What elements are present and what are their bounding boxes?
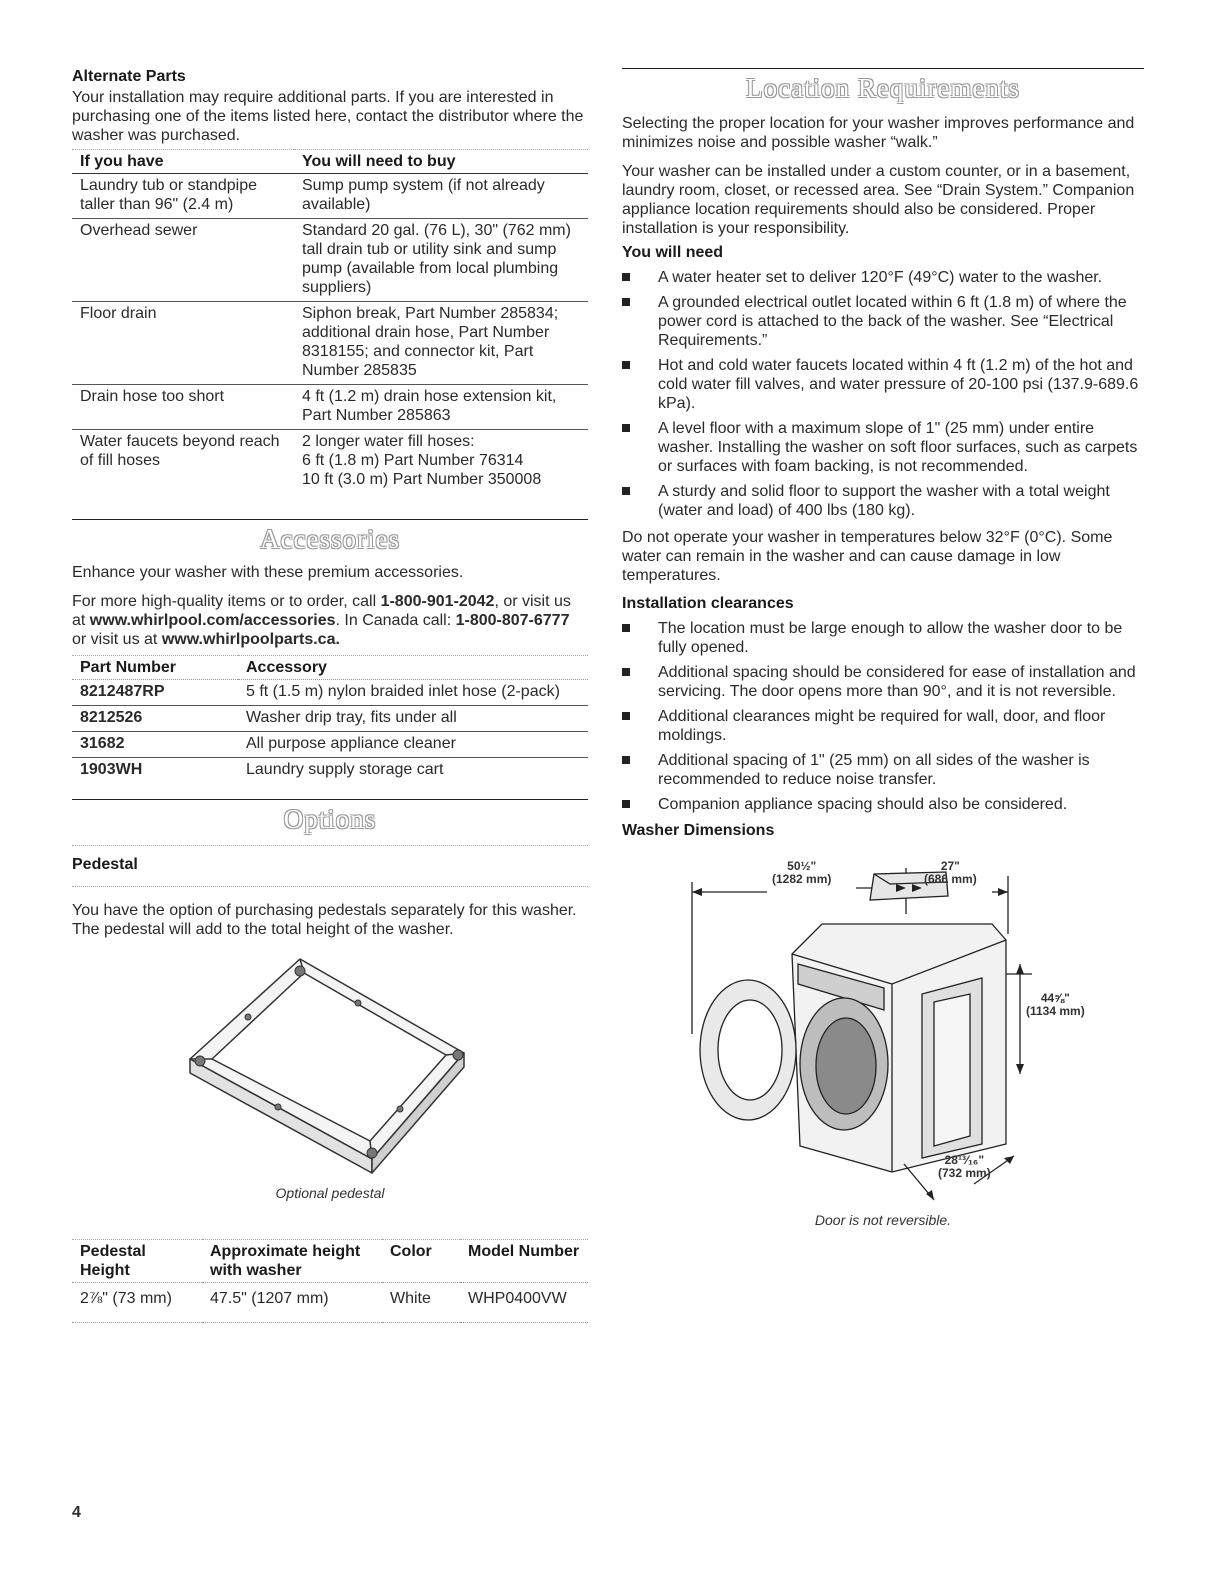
list-item: Additional spacing should be considered for ease of installation and servicing. The door opens more than 90°, and it is not reversible. (622, 663, 1144, 701)
cell-approx-height: 47.5" (1207 mm) (202, 1283, 382, 1323)
pedestal-text: You have the option of purchasing pedestals separately for this washer. The pedestal will add to the total height of the washer. (72, 902, 577, 938)
table-row (72, 758, 588, 784)
accessories-table (72, 655, 588, 783)
list-item: The location must be large enough to allow the washer door to be fully opened. (622, 619, 1144, 657)
col-header-color: Color (382, 1240, 460, 1283)
table-row (72, 1283, 588, 1323)
cell-color: White (382, 1283, 460, 1323)
table-row (72, 219, 588, 302)
cell-accessory: 5 ft (1.5 m) nylon braided inlet hose (2-pack) (238, 680, 588, 706)
accessories-title: Accessories (260, 524, 400, 554)
washer-caption: Door is not reversible. (814, 1212, 952, 1228)
installation-clearances-heading: Installation clearances (622, 595, 794, 612)
cell-have: Floor drain (72, 302, 294, 385)
options-section (72, 799, 588, 1323)
pedestal-block (72, 845, 588, 939)
alternate-parts-section (72, 68, 588, 493)
col-header-part-number: Part Number (72, 656, 238, 680)
washer-dimensions-figure (622, 854, 1144, 1204)
depth-inches: 27" (940, 859, 960, 873)
col-header-pedestal-height: Pedestal Height (72, 1240, 202, 1283)
list-item: A level floor with a maximum slope of 1" (25 mm) under entire washer. Installing the washer on soft floor surfaces, such as carpets or surfaces with foam backing, is not recommended. (622, 419, 1144, 476)
cell-buy: 4 ft (1.2 m) drain hose extension kit, Part Number 285863 (294, 385, 588, 430)
buy-line: 6 ft (1.8 m) Part Number 76314 (302, 452, 524, 469)
depth-dimension-label (924, 860, 977, 886)
right-column (622, 68, 1144, 1228)
cell-model-number: WHP0400VW (460, 1283, 588, 1323)
height-mm: (1134 mm) (1026, 1004, 1085, 1018)
table-row (72, 732, 588, 758)
table-header-row (72, 150, 588, 174)
cell-buy: Siphon break, Part Number 285834; additional drain hose, Part Number 8318155; and connector kit, Part Number 285835 (294, 302, 588, 385)
depth-mm: (686 mm) (924, 872, 977, 886)
cell-part-number: 8212487RP (72, 680, 238, 706)
contact-text: . In Canada call: (335, 612, 456, 629)
you-will-need-heading: You will need (622, 244, 724, 261)
list-item: Companion appliance spacing should also be considered. (622, 795, 1144, 814)
table-row (72, 680, 588, 706)
cell-have: Laundry tub or standpipe taller than 96" (2.4 m) (72, 174, 294, 219)
table-row (72, 430, 588, 494)
list-item: A grounded electrical outlet located within 6 ft (1.8 m) of where the power cord is attached to the back of the washer. See “Electrical Requirements.” (622, 293, 1144, 350)
contact-text: or visit us at (72, 631, 162, 648)
width-dimension-label (772, 860, 831, 886)
cell-buy: Standard 20 gal. (76 L), 30" (762 mm) tall drain tub or utility sink and sump pump (available from local plumbing suppliers) (294, 219, 588, 302)
table-header-row (72, 656, 588, 680)
col-header-have: If you have (72, 150, 294, 174)
cell-accessory: All purpose appliance cleaner (238, 732, 588, 758)
base-inches: 28¹³⁄₁₆" (944, 1153, 985, 1167)
contact-text: , or visit us at (72, 593, 571, 629)
cell-part-number: 31682 (72, 732, 238, 758)
cell-have: Water faucets beyond reach of fill hoses (80, 433, 280, 469)
width-mm: (1282 mm) (772, 872, 832, 886)
options-title: Options (283, 804, 377, 834)
list-item: Additional clearances might be required for wall, door, and floor moldings. (622, 707, 1144, 745)
phone-us: 1-800-901-2042 (380, 593, 495, 610)
table-row (72, 385, 588, 430)
location-title: Location Requirements (746, 73, 1020, 103)
list-item: Additional spacing of 1" (25 mm) on all sides of the washer is recommended to reduce noise transfer. (622, 751, 1144, 789)
table-row (72, 706, 588, 732)
cell-accessory: Washer drip tray, fits under all (238, 706, 588, 732)
section-rule (72, 519, 588, 520)
location-intro: Selecting the proper location for your washer improves performance and minimizes noise and possible washer “walk.” (622, 115, 1135, 151)
contact-text: For more high-quality items or to order, call (72, 593, 381, 610)
table-row (72, 174, 588, 219)
list-item: A sturdy and solid floor to support the washer with a total weight (water and load) of 400 lbs (180 kg). (622, 482, 1144, 520)
accessories-contact (72, 592, 588, 649)
pedestal-caption: Optional pedestal (275, 1185, 385, 1201)
page-number: 4 (72, 1504, 81, 1521)
section-rule (622, 68, 1144, 69)
cell-buy (294, 430, 588, 494)
pedestal-text-wrap (72, 886, 588, 939)
phone-canada: 1-800-807-6777 (455, 612, 570, 629)
installation-clearances-list (622, 619, 1144, 814)
col-header-accessory: Accessory (238, 656, 588, 680)
alternate-parts-heading: Alternate Parts (72, 68, 186, 85)
you-will-need-list (622, 268, 1144, 520)
cell-pedestal-height: 2⅞" (73 mm) (72, 1283, 202, 1323)
height-dimension-label (1026, 992, 1085, 1018)
table-header-row (72, 1240, 588, 1283)
location-install: Your washer can be installed under a custom counter, or in a basement, laundry room, closet, or recessed area. See “Drain System.” Companion appliance location requirements should also be considered. Proper installation is your responsibility. (622, 163, 1135, 237)
cell-buy: Sump pump system (if not already available) (294, 174, 588, 219)
col-header-model-number: Model Number (460, 1240, 588, 1283)
cell-part-number: 1903WH (80, 761, 143, 778)
left-column (72, 62, 588, 1323)
table-row (72, 302, 588, 385)
accessories-intro: Enhance your washer with these premium accessories. (72, 564, 464, 581)
buy-line: 10 ft (3.0 m) Part Number 350008 (302, 471, 542, 488)
list-item: A water heater set to deliver 120°F (49°C) water to the washer. (622, 268, 1144, 287)
section-rule (72, 799, 588, 800)
pedestal-table (72, 1239, 588, 1323)
cell-accessory: Laundry supply storage cart (246, 761, 444, 778)
alternate-parts-intro: Your installation may require additional parts. If you are interested in purchasing one of the items listed here, contact the distributor where the washer was purchased. (72, 89, 584, 144)
base-mm: (732 mm) (938, 1166, 991, 1180)
url-us: www.whirlpool.com/accessories (89, 612, 336, 629)
url-canada: www.whirlpoolparts.ca. (161, 631, 340, 648)
col-header-approx-height: Approximate height with washer (202, 1240, 382, 1283)
base-dimension-label (938, 1154, 991, 1180)
alternate-parts-table (72, 149, 588, 493)
cell-part-number: 8212526 (72, 706, 238, 732)
pedestal-illustration (72, 949, 588, 1179)
accessories-section (72, 519, 588, 783)
temperature-warning: Do not operate your washer in temperatures below 32°F (0°C). Some water can remain in the washer and can cause damage in low temperatures. (622, 529, 1113, 584)
buy-line: 2 longer water fill hoses: (302, 433, 475, 450)
list-item: Hot and cold water faucets located within 4 ft (1.2 m) of the hot and cold water fill valves, and water pressure of 20-100 psi (137.9-689.6 kPa). (622, 356, 1144, 413)
pedestal-heading: Pedestal (72, 856, 138, 873)
width-inches: 50½" (787, 859, 817, 873)
washer-illustration (622, 854, 1144, 1204)
cell-have: Drain hose too short (72, 385, 294, 430)
cell-have: Overhead sewer (72, 219, 294, 302)
height-inches: 44⅝" (1040, 991, 1070, 1005)
washer-dimensions-heading: Washer Dimensions (622, 822, 775, 839)
col-header-buy: You will need to buy (294, 150, 588, 174)
